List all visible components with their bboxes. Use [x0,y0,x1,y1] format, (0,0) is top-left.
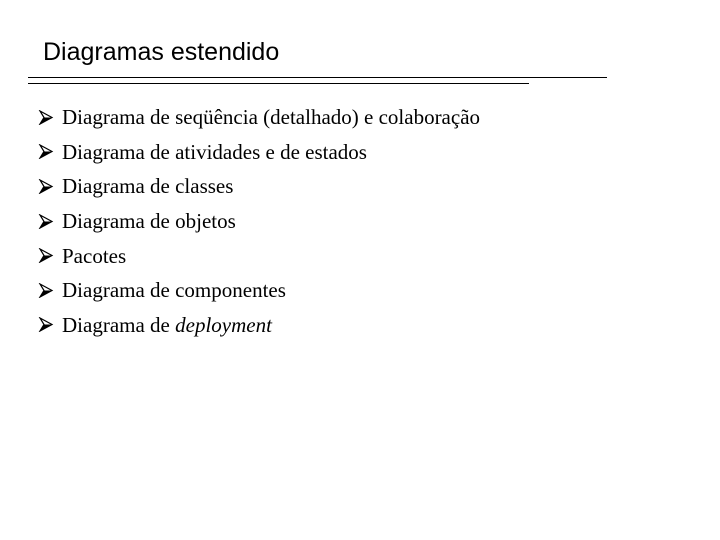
bullet-text: Diagrama de componentes [62,278,286,303]
list-item [38,273,480,308]
list-item [38,238,480,273]
arrowhead-bullet-icon [38,248,54,263]
bullet-list [38,100,480,342]
list-item [38,135,480,170]
bullet-text-plain: Diagrama de [62,312,176,337]
arrowhead-bullet-icon [38,214,54,229]
list-item [38,204,480,239]
arrowhead-bullet-icon [38,317,54,332]
arrowhead-bullet-icon [38,179,54,194]
list-item [38,169,480,204]
list-item [38,308,480,343]
bullet-text-emphasis: deployment [175,312,272,337]
slide-title: Diagramas estendido [43,38,280,66]
bullet-text: Diagrama de classes [62,174,234,199]
title-underline [28,77,607,78]
title-underline-secondary [28,83,529,84]
bullet-text: Pacotes [62,243,127,268]
bullet-text: Diagrama de seqüência (detalhado) e colaboração [62,105,481,130]
bullet-text: Diagrama de atividades e de estados [62,139,367,164]
list-item [38,100,480,135]
arrowhead-bullet-icon [38,110,54,125]
bullet-text: Diagrama de objetos [62,209,236,234]
bullet-text [62,313,272,337]
arrowhead-bullet-icon [38,283,54,298]
arrowhead-bullet-icon [38,144,54,159]
